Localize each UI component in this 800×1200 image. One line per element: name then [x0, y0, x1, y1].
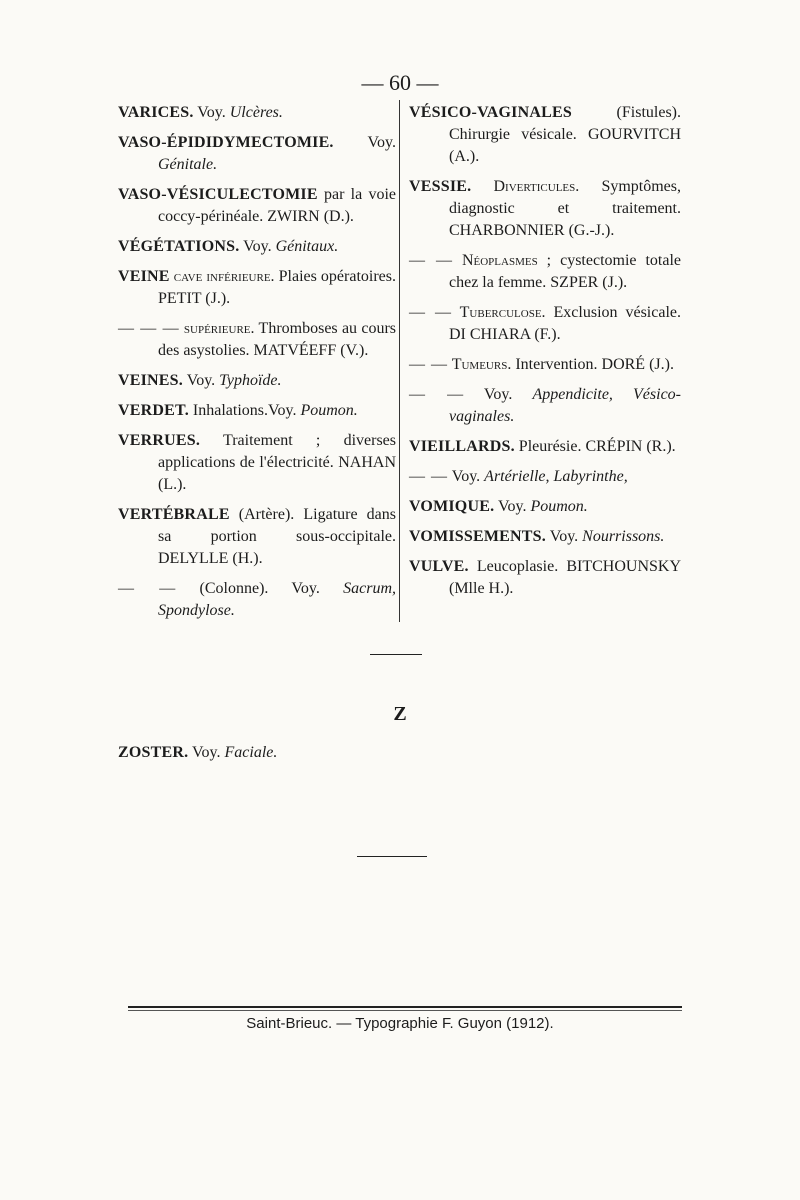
index-entry: [409, 250, 681, 294]
index-entry: [118, 578, 396, 622]
right-column: [409, 102, 681, 608]
entry-rest: Intervention. DORÉ (J.).: [511, 356, 674, 373]
index-entry: [118, 400, 396, 422]
entry-rest: Symptômes, diagnostic et traitement. CHARBONNIER (G.-J.).: [449, 178, 682, 239]
entry-rest: Traitement ; diverses applications de l'électricité. NAHAN (L.).: [158, 432, 396, 493]
index-entry: [118, 184, 396, 228]
entry-rest: Plaies opératoires. PETIT (J.).: [158, 268, 396, 307]
section-rule-top: [370, 654, 422, 655]
section-letter: Z: [393, 703, 407, 725]
index-entry: [118, 132, 396, 176]
entry-head: VASO-ÉPIDIDYMECTOMIE.: [118, 134, 334, 151]
entry-zoster: [118, 742, 277, 764]
entry-sc: Tuberculose.: [451, 304, 546, 321]
entry-head: VERRUES.: [118, 432, 201, 449]
index-entry: [409, 354, 681, 376]
entry-rest: (Colonne). Voy.: [176, 580, 344, 597]
entry-italic: Poumon.: [530, 498, 588, 515]
footer-rule: [128, 1006, 682, 1008]
entry-head: VULVE.: [409, 558, 469, 575]
column-divider: [399, 100, 400, 622]
entry-reference: Faciale.: [224, 744, 278, 761]
index-entry: [118, 430, 396, 496]
entry-sc: cave inférieure.: [169, 268, 275, 285]
entry-rest: Voy.: [182, 372, 220, 389]
page-number: — 60 —: [361, 70, 439, 95]
entry-rest: Thromboses au cours des asystolies. MATVÉEFF (V.).: [158, 320, 397, 359]
index-entry: [409, 302, 681, 346]
entry-sc: Diverticules.: [471, 178, 580, 195]
entry-italic: Génitale.: [158, 156, 218, 173]
index-entry: [409, 556, 681, 600]
index-entry: [409, 466, 681, 488]
entry-rest: Voy.: [333, 134, 396, 151]
entry-dash: — —: [409, 252, 453, 269]
entry-rest: Voy.: [239, 238, 276, 255]
index-entry: [118, 236, 396, 258]
entry-sc: Néoplasmes: [452, 252, 538, 269]
entry-rest: Pleurésie. CRÉPIN (R.).: [514, 438, 676, 455]
entry-italic: Poumon.: [300, 402, 358, 419]
entry-dash: — —: [409, 356, 448, 373]
left-column: [118, 102, 396, 630]
entry-rest: par la voie coccy-périnéale. ZWIRN (D.).: [158, 186, 396, 225]
entry-rest: Voy.: [448, 468, 485, 485]
index-entry: [409, 496, 681, 518]
entry-italic: Sacrum, Spondylose.: [158, 580, 396, 619]
entry-rest: Voy.: [545, 528, 583, 545]
index-entry: [118, 370, 396, 392]
entry-head: VASO-VÉSICULECTOMIE: [118, 186, 318, 203]
entry-italic: Génitaux.: [275, 238, 339, 255]
entry-head: VIEILLARDS.: [409, 438, 515, 455]
entry-head: VERTÉBRALE: [118, 506, 230, 523]
entry-text: Voy.: [188, 744, 225, 761]
index-entry: [118, 266, 396, 310]
footer-rule-thin: [128, 1010, 682, 1011]
entry-head: VOMISSEMENTS.: [409, 528, 546, 545]
entry-dash: — —: [409, 468, 448, 485]
entry-italic: Ulcères.: [229, 104, 283, 121]
entry-rest: Exclusion vésicale. DI CHIARA (F.).: [449, 304, 681, 343]
index-entry: [409, 102, 681, 168]
entry-dash: — — —: [118, 320, 180, 337]
index-entry: [409, 176, 681, 242]
entry-italic: Typhoïde.: [219, 372, 282, 389]
index-entry: [118, 318, 396, 362]
entry-sc: Tumeurs.: [448, 356, 512, 373]
entry-dash: — —: [409, 304, 452, 321]
entry-rest: (Artère). Ligature dans sa portion sous-occipitale. DELYLLE (H.).: [158, 506, 396, 567]
entry-head: VEINE: [118, 268, 170, 285]
entry-rest: Voy.: [193, 104, 230, 121]
entry-rest: ; cystectomie totale chez la femme. SZPER (J.).: [449, 252, 682, 291]
entry-italic: Appendicite, Vésico-vaginales.: [449, 386, 681, 425]
entry-head: VÉGÉTATIONS.: [118, 238, 240, 255]
entry-head: VESSIE.: [409, 178, 472, 195]
entry-sc: supérieure.: [179, 320, 255, 337]
entry-rest: (Fistules). Chirurgie vésicale. GOURVITCH (A.).: [449, 104, 681, 165]
index-entry: [409, 384, 681, 428]
entry-dash: — —: [409, 386, 465, 403]
entry-rest: Leucoplasie. BITCHOUNSKY (Mlle H.).: [449, 558, 681, 597]
entry-headword: ZOSTER.: [118, 744, 189, 761]
entry-rest: Voy.: [464, 386, 533, 403]
entry-rest: Inhalations.Voy.: [188, 402, 301, 419]
index-entry: [118, 504, 396, 570]
entry-rest: Voy.: [494, 498, 531, 515]
index-entry: [118, 102, 396, 124]
printer-imprint: Saint-Brieuc. — Typographie F. Guyon (1912).: [246, 1015, 554, 1032]
entry-head: VERDET.: [118, 402, 189, 419]
entry-head: VOMIQUE.: [409, 498, 495, 515]
entry-italic: Nourrissons.: [582, 528, 665, 545]
entry-head: VEINES.: [118, 372, 183, 389]
entry-italic: Artérielle, Labyrinthe,: [484, 468, 628, 485]
entry-head: VÉSICO-VAGINALES: [409, 104, 572, 121]
section-rule-bottom: [357, 856, 427, 857]
entry-head: VARICES.: [118, 104, 194, 121]
entry-dash: — —: [118, 580, 177, 597]
index-entry: [409, 526, 681, 548]
index-entry: [409, 436, 681, 458]
